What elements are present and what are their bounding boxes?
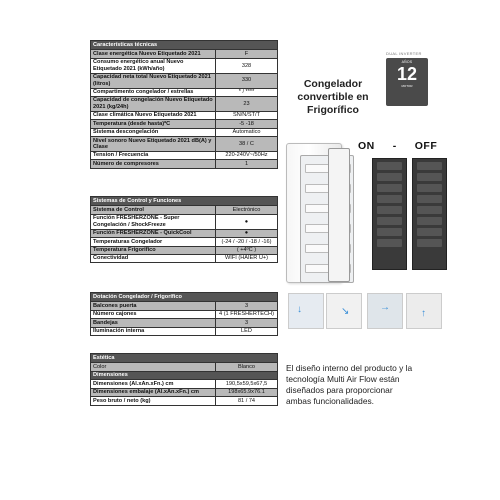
row-value: 220-240V~/50Hz [216, 151, 278, 159]
row-value: Automatico [216, 128, 278, 136]
table-row [91, 137, 278, 152]
table-row [91, 160, 278, 168]
table-row [91, 246, 278, 254]
row-value: 3 [216, 302, 278, 310]
tech-specs-header: Características técnicas [91, 41, 278, 50]
row-value: WIFI (HAIER U+) [216, 254, 278, 262]
row-value: 4 (1 FRESHERTECH) [216, 310, 278, 318]
table-row [91, 50, 278, 58]
aesthetics-header: Estética [91, 354, 278, 363]
row-value: Blanco [216, 363, 278, 371]
row-label: Función FRESHERZONE - Super Congelación / ShockFreeze [91, 214, 216, 229]
row-label: Color [91, 363, 216, 371]
product-description: El diseño interno del producto y la tecnología Multi Air Flow están diseñados para proporcionar ambas funcionalidades. [286, 363, 413, 406]
on-off-separator: - [392, 140, 397, 152]
row-label: Tension / Frecuencia [91, 151, 216, 159]
row-label: Temperatura Frigorifico [91, 246, 216, 254]
row-value: ● [216, 214, 278, 229]
off-label: OFF [414, 140, 438, 152]
airflow-arrow-icon: ↘ [341, 306, 350, 317]
table-row [91, 319, 278, 327]
table-row [91, 88, 278, 96]
warranty-badge-years: 12 [396, 64, 418, 84]
row-value: 198x65.9x76.1 [216, 388, 278, 396]
row-label: Conectividad [91, 254, 216, 262]
table-row [91, 363, 278, 371]
row-label: Sistema de Control [91, 206, 216, 214]
equipment-table [90, 292, 278, 336]
airflow-thumbnail-3 [367, 293, 403, 329]
row-label: Dimensiones embalaje (Al.xAn.xFn.) cm [91, 388, 216, 396]
row-label: Consumo energético anual Nuevo Etiquetado 2021 (kWh/año) [91, 58, 216, 73]
tech-specs-table [90, 40, 278, 169]
row-value: ( +4ºC ) [216, 246, 278, 254]
table-row [91, 254, 278, 262]
row-value: 330 [216, 73, 278, 88]
row-label: Función FRESHERZONE - QuickCool [91, 229, 216, 237]
row-value: * / **** [216, 88, 278, 96]
warranty-badge-top: AÑOS [401, 60, 413, 64]
row-value: 23 [216, 96, 278, 111]
row-value: SN/N/ST/T [216, 111, 278, 119]
table-row [91, 96, 278, 111]
table-row [91, 397, 278, 405]
control-panel-on-image [372, 158, 407, 270]
airflow-arrow-icon: ↑ [421, 308, 426, 319]
row-value: 1 [216, 160, 278, 168]
row-label: Temperaturas Congelador [91, 238, 216, 246]
row-label: Capacidad neta total Nuevo Etiquetado 2021 (litros) [91, 73, 216, 88]
table-row [91, 380, 278, 388]
fridge-door-image [328, 148, 350, 282]
dimensions-subheader: Dimensiones [91, 371, 278, 379]
table-row [91, 111, 278, 119]
dual-inverter-label: DUAL INVERTER [386, 51, 422, 56]
row-value: (-24 / -20 / -18 / -16) [216, 238, 278, 246]
row-value: -5 -18 [216, 120, 278, 128]
control-functions-header: Sistemas de Control y Funciones [91, 197, 278, 206]
row-label: Capacidad de congelación Nuevo Etiquetado 2021 (kg/24h) [91, 96, 216, 111]
airflow-arrow-icon: ↓ [297, 304, 302, 315]
row-label: Bandejas [91, 319, 216, 327]
table-row [91, 120, 278, 128]
row-value: 81 / 74 [216, 397, 278, 405]
airflow-thumbnail-4 [406, 293, 442, 329]
row-value: 190,5x59,5x67,5 [216, 380, 278, 388]
table-row [91, 388, 278, 396]
row-label: Nivel sonoro Nuevo Etiquetado 2021 dB(A) y Clase [91, 137, 216, 152]
row-value: 38 / C [216, 137, 278, 152]
equipment-header: Dotación Congelador / Frigorífico [91, 293, 278, 302]
table-row [91, 371, 278, 379]
on-label: ON [358, 140, 375, 152]
airflow-thumbnail-2 [326, 293, 362, 329]
row-label: Compartimento congelador / estrellas [91, 88, 216, 96]
row-label: Clase climática Nuevo Etiquetado 2021 [91, 111, 216, 119]
table-row [91, 151, 278, 159]
row-label: Número de compresores [91, 160, 216, 168]
table-row [91, 327, 278, 335]
table-row [91, 206, 278, 214]
on-off-label [358, 140, 455, 152]
table-row [91, 73, 278, 88]
airflow-arrow-icon: → [380, 302, 390, 313]
table-row [91, 214, 278, 229]
product-headline: Congelador convertible en Frigorífico [297, 78, 369, 117]
aesthetics-table [90, 353, 278, 406]
row-value: 328 [216, 58, 278, 73]
table-row [91, 128, 278, 136]
row-label: Dimensiones (Al.xAn.xFn.) cm [91, 380, 216, 388]
warranty-badge [386, 58, 428, 106]
table-row [91, 58, 278, 73]
table-row [91, 302, 278, 310]
table-row [91, 229, 278, 237]
row-value: ● [216, 229, 278, 237]
control-panel-off-image [412, 158, 447, 270]
row-value: Electrónico [216, 206, 278, 214]
warranty-badge-bottom: MOTOR [401, 84, 413, 88]
row-value: F [216, 50, 278, 58]
table-row [91, 310, 278, 318]
row-label: Temperatura (desde hasta)ºC [91, 120, 216, 128]
row-label: Sistema descongelación [91, 128, 216, 136]
airflow-thumbnail-1 [288, 293, 324, 329]
row-label: Clase energética Nuevo Etiquetado 2021 [91, 50, 216, 58]
row-label: Iluminación interna [91, 327, 216, 335]
row-label: Número cajones [91, 310, 216, 318]
row-value: 3 [216, 319, 278, 327]
table-row [91, 238, 278, 246]
row-label: Balcones puerta [91, 302, 216, 310]
control-functions-table [90, 196, 278, 263]
row-value: LED [216, 327, 278, 335]
row-label: Peso bruto / neto (kg) [91, 397, 216, 405]
